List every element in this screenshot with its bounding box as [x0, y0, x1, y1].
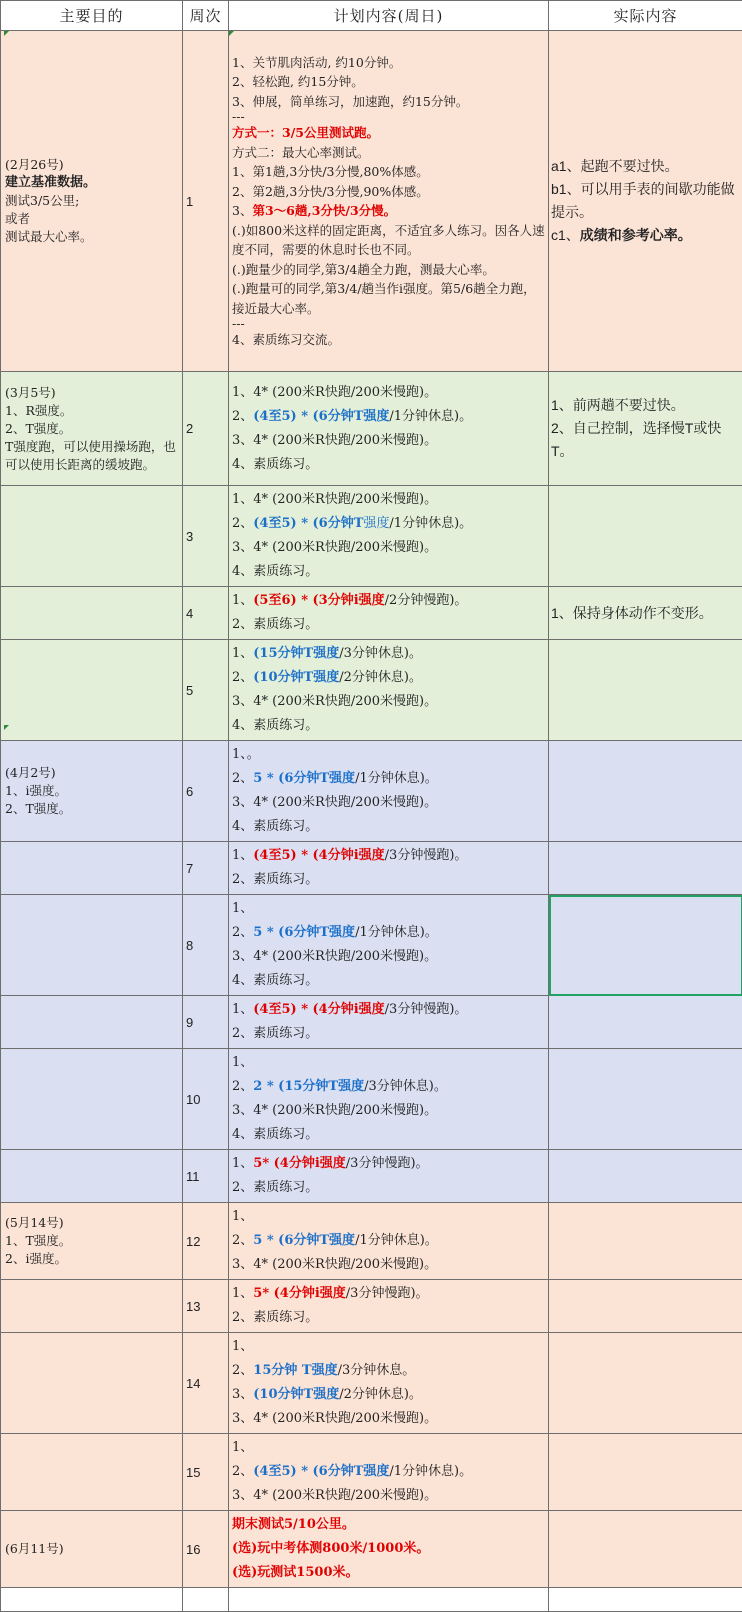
- actual-cell[interactable]: [549, 1333, 742, 1434]
- plain-text: 2、素质练习。: [232, 1310, 318, 1325]
- plan-line: [232, 512, 545, 536]
- plain-text: /1分钟休息)。: [355, 925, 438, 940]
- plain-text: /3分钟休息)。: [339, 646, 422, 661]
- plan-line: [232, 1561, 545, 1585]
- actual-line: [551, 417, 740, 463]
- actual-cell[interactable]: [549, 1049, 742, 1150]
- plan-line: [232, 1537, 545, 1561]
- blue-emphasis-text: (4至5) * (6分钟T强度: [253, 409, 389, 424]
- actual-cell[interactable]: [549, 1280, 742, 1333]
- plain-text: b1、可以用手表的间歇功能做提示。: [551, 181, 735, 220]
- week-cell[interactable]: 13: [183, 1280, 229, 1333]
- actual-line: [551, 224, 740, 247]
- plan-line: [232, 182, 545, 202]
- plan-cell[interactable]: [229, 1511, 549, 1588]
- plan-line: [232, 666, 545, 690]
- goal-line: 1、T强度。: [5, 1232, 178, 1250]
- plan-cell[interactable]: [229, 1588, 549, 1612]
- table-row: [1, 1434, 742, 1511]
- comment-indicator-icon: [4, 31, 9, 36]
- plan-line: [232, 1229, 545, 1253]
- actual-cell[interactable]: [549, 486, 742, 587]
- goal-cell[interactable]: [1, 587, 183, 640]
- plan-line: [232, 560, 545, 584]
- plan-cell[interactable]: [229, 1203, 549, 1280]
- red-emphasis-text: 5* (4分钟i强度: [253, 1286, 346, 1301]
- plain-text: 4、素质练习。: [232, 973, 318, 988]
- plain-text: 1、: [232, 646, 253, 661]
- plain-text: ---: [232, 316, 245, 331]
- plain-text: 1、: [232, 1209, 253, 1224]
- plan-line: [232, 897, 545, 921]
- plain-text: ---: [232, 109, 245, 124]
- plan-line: [232, 123, 545, 143]
- plain-text: /2分钟休息)。: [339, 670, 422, 685]
- actual-cell[interactable]: [549, 640, 742, 741]
- plain-text: (.)跑量少的同学,第3/4趟全力跑，测最大心率。: [232, 262, 495, 277]
- plain-text: /3分钟慢跑)。: [346, 1286, 429, 1301]
- plain-text: 3、4* (200米R快跑/200米慢跑)。: [232, 1411, 437, 1426]
- goal-cell[interactable]: [1, 1049, 183, 1150]
- plain-text: 4、素质练习。: [232, 564, 318, 579]
- plan-line: [232, 429, 545, 453]
- blue-emphasis-text: (4至5) * (6分钟T: [253, 516, 363, 531]
- week-cell[interactable]: 16: [183, 1511, 229, 1588]
- plain-text: 1、: [232, 848, 253, 863]
- plain-text: 3、: [232, 203, 252, 218]
- red-emphasis-text: 期末测试5/10公里。: [232, 1517, 355, 1532]
- plan-line: [232, 162, 545, 182]
- plain-text: 4、素质练习。: [232, 819, 318, 834]
- plan-line: [232, 279, 545, 318]
- goal-line: T强度跑，可以使用操场跑，也可以使用长距离的缓坡跑。: [5, 438, 178, 474]
- comment-indicator-icon: [4, 725, 9, 730]
- plan-cell[interactable]: [229, 895, 549, 996]
- table-row: [1, 1150, 742, 1203]
- plan-cell[interactable]: [229, 1434, 549, 1511]
- plain-text: 2、自己控制，选择慢T或快T。: [551, 420, 721, 459]
- plan-line: [232, 767, 545, 791]
- plan-line: [232, 1075, 545, 1099]
- plan-line: [232, 921, 545, 945]
- comment-indicator-icon: [229, 31, 234, 36]
- goal-line: (5月14号): [5, 1214, 178, 1232]
- actual-cell[interactable]: [549, 996, 742, 1049]
- goal-cell[interactable]: [1, 996, 183, 1049]
- plan-line: [232, 201, 545, 221]
- plain-text: 1、保持身体动作不变形。: [551, 605, 713, 621]
- table-row: [1, 895, 742, 996]
- plan-line: [232, 1099, 545, 1123]
- goal-cell[interactable]: [1, 1434, 183, 1511]
- plain-text: 2、: [232, 1079, 253, 1094]
- actual-cell[interactable]: [549, 1588, 742, 1612]
- plain-text: 2、: [232, 1464, 253, 1479]
- plain-text: 3、4* (200米R快跑/200米慢跑)。: [232, 433, 437, 448]
- goal-cell[interactable]: [1, 1588, 183, 1612]
- table-row: [1, 1280, 742, 1333]
- week-cell[interactable]: 6: [183, 741, 229, 842]
- plan-line: [232, 1407, 545, 1431]
- header-plan[interactable]: 计划内容(周日): [229, 1, 549, 31]
- table-row: [1, 842, 742, 895]
- plan-line: [232, 815, 545, 839]
- actual-cell[interactable]: [549, 587, 742, 640]
- actual-cell[interactable]: [549, 31, 742, 372]
- goal-line: 1、i强度。: [5, 782, 178, 800]
- plan-line: [232, 1176, 545, 1200]
- plain-text: 1、: [232, 1440, 253, 1455]
- plain-text: 1、前两趟不要过快。: [551, 397, 685, 413]
- plain-text: 2、素质练习。: [232, 1026, 318, 1041]
- plain-text: /3分钟休息。: [338, 1363, 416, 1378]
- plain-text: 2、: [232, 409, 253, 424]
- header-actual[interactable]: 实际内容: [549, 1, 742, 31]
- plain-text: 3、4* (200米R快跑/200米慢跑)。: [232, 1103, 437, 1118]
- actual-cell[interactable]: [549, 1434, 742, 1511]
- table-row: [1, 1511, 742, 1588]
- plain-text: 3、4* (200米R快跑/200米慢跑)。: [232, 1488, 437, 1503]
- table-row: [1, 31, 742, 372]
- plain-text: 1、4* (200米R快跑/200米慢跑)。: [232, 492, 437, 507]
- header-week[interactable]: 周次: [183, 1, 229, 31]
- week-cell[interactable]: 4: [183, 587, 229, 640]
- goal-line: 测试最大心率。: [5, 228, 178, 246]
- red-emphasis-text: (4至5) * (4分钟i强度: [253, 1002, 384, 1017]
- plan-line: [232, 1152, 545, 1176]
- week-cell[interactable]: 12: [183, 1203, 229, 1280]
- red-emphasis-text: 第3～6趟,3分快/3分慢。: [252, 203, 396, 218]
- actual-cell[interactable]: [549, 741, 742, 842]
- plan-line: [232, 998, 545, 1022]
- goal-cell[interactable]: [1, 1150, 183, 1203]
- week-cell[interactable]: 7: [183, 842, 229, 895]
- goal-cell[interactable]: [1, 372, 183, 486]
- plan-line: [232, 690, 545, 714]
- plan-cell[interactable]: [229, 996, 549, 1049]
- plain-text: c1、: [551, 227, 580, 243]
- week-cell[interactable]: 14: [183, 1333, 229, 1434]
- plan-line: [232, 1306, 545, 1330]
- table-row: [1, 486, 742, 587]
- plain-text: 1、: [232, 1339, 253, 1354]
- blue-text: 强度: [363, 516, 389, 531]
- goal-cell[interactable]: [1, 486, 183, 587]
- goal-cell[interactable]: [1, 31, 183, 372]
- plain-text: /2分钟慢跑)。: [385, 593, 468, 608]
- plain-text: 3、4* (200米R快跑/200米慢跑)。: [232, 694, 437, 709]
- week-cell[interactable]: 5: [183, 640, 229, 741]
- plain-text: 2、素质练习。: [232, 872, 318, 887]
- plan-line: [232, 318, 545, 330]
- goal-line: 或者: [5, 210, 178, 228]
- bold-text: 成绩和参考心率。: [580, 227, 692, 243]
- plain-text: (.)跑量可的同学,第3/4/趟当作i强度。第5/6趟全力跑，接近最大心率。: [232, 281, 536, 316]
- plan-line: [232, 1460, 545, 1484]
- actual-cell[interactable]: [549, 1203, 742, 1280]
- plan-line: [232, 969, 545, 993]
- table-row: [1, 640, 742, 741]
- plan-line: [232, 1253, 545, 1277]
- week-cell[interactable]: 11: [183, 1150, 229, 1203]
- plain-text: 1、: [232, 593, 253, 608]
- plain-text: 4、素质练习。: [232, 1127, 318, 1142]
- plan-line: [232, 844, 545, 868]
- blue-emphasis-text: (10分钟T强度: [253, 1387, 339, 1402]
- table-row: [1, 372, 742, 486]
- plain-text: 1、: [232, 1055, 253, 1070]
- plain-text: 4、素质练习。: [232, 718, 318, 733]
- plain-text: 3、4* (200米R快跑/200米慢跑)。: [232, 795, 437, 810]
- goal-cell[interactable]: [1, 1511, 183, 1588]
- plain-text: 2、轻松跑, 约15分钟。: [232, 74, 364, 89]
- goal-line: 建立基准数据。: [5, 174, 178, 192]
- plain-text: /1分钟休息)。: [355, 1233, 438, 1248]
- plan-line: [232, 1484, 545, 1508]
- table-row: [1, 1588, 742, 1612]
- blue-emphasis-text: 5 * (6分钟T强度: [253, 925, 355, 940]
- plain-text: /3分钟慢跑)。: [385, 848, 468, 863]
- plain-text: 1、关节肌肉活动, 约10分钟。: [232, 55, 401, 70]
- plan-line: [232, 53, 545, 73]
- actual-line: [551, 155, 740, 178]
- plan-cell[interactable]: [229, 587, 549, 640]
- plain-text: 3、4* (200米R快跑/200米慢跑)。: [232, 1257, 437, 1272]
- plain-text: /3分钟慢跑)。: [346, 1156, 429, 1171]
- plan-line: [232, 868, 545, 892]
- plain-text: 方式二：最大心率测试。: [232, 145, 370, 160]
- table-body: [1, 31, 742, 1612]
- actual-cell[interactable]: [549, 1150, 742, 1203]
- actual-cell[interactable]: [549, 842, 742, 895]
- plan-cell[interactable]: [229, 842, 549, 895]
- header-row: [1, 1, 742, 31]
- plain-text: 1、: [232, 1002, 253, 1017]
- plan-line: [232, 330, 545, 350]
- plain-text: 3、伸展，简单练习，加速跑，约15分钟。: [232, 94, 468, 109]
- plain-text: /1分钟休息)。: [389, 516, 472, 531]
- red-emphasis-text: 5* (4分钟i强度: [253, 1156, 346, 1171]
- red-emphasis-text: (选)玩中考体测800米/1000米。: [232, 1541, 429, 1556]
- goal-cell[interactable]: [1, 640, 183, 741]
- plan-line: [232, 1051, 545, 1075]
- plan-line: [232, 1282, 545, 1306]
- goal-line: (4月2号): [5, 764, 178, 782]
- plan-line: [232, 1335, 545, 1359]
- goal-line: (3月5号): [5, 384, 178, 402]
- plain-text: 3、: [232, 1387, 253, 1402]
- week-cell[interactable]: 10: [183, 1049, 229, 1150]
- blue-emphasis-text: 5 * (6分钟T强度: [253, 771, 355, 786]
- plain-text: 2、: [232, 925, 253, 940]
- blue-emphasis-text: 2 * (15分钟T强度: [253, 1079, 364, 1094]
- goal-line: 2、T强度。: [5, 800, 178, 818]
- plain-text: 2、: [232, 1233, 253, 1248]
- plan-line: [232, 589, 545, 613]
- plan-cell[interactable]: [229, 372, 549, 486]
- table-row: [1, 1203, 742, 1280]
- plan-line: [232, 143, 545, 163]
- plan-line: [232, 405, 545, 429]
- plan-cell[interactable]: [229, 640, 549, 741]
- goal-cell[interactable]: [1, 842, 183, 895]
- plain-text: 1、: [232, 901, 253, 916]
- plain-text: 2、: [232, 771, 253, 786]
- plain-text: 2、: [232, 1363, 253, 1378]
- plain-text: 2、: [232, 516, 253, 531]
- table-row: [1, 1049, 742, 1150]
- goal-cell[interactable]: [1, 1203, 183, 1280]
- plain-text: 2、素质练习。: [232, 617, 318, 632]
- plan-line: [232, 260, 545, 280]
- blue-emphasis-text: (10分钟T强度: [253, 670, 339, 685]
- goal-cell[interactable]: [1, 1333, 183, 1434]
- plan-line: [232, 613, 545, 637]
- goal-line: (2月26号): [5, 156, 178, 174]
- plain-text: /2分钟休息)。: [339, 1387, 422, 1402]
- table-row: [1, 741, 742, 842]
- plan-line: [232, 642, 545, 666]
- goal-line: (6月11号): [5, 1540, 178, 1558]
- table-row: [1, 587, 742, 640]
- red-emphasis-text: 方式一：3/5公里测试跑。: [232, 125, 379, 140]
- blue-emphasis-text: (15分钟T强度: [253, 646, 339, 661]
- plain-text: 3、4* (200米R快跑/200米慢跑)。: [232, 540, 437, 555]
- plain-text: 2、第2趟,3分快/3分慢,90%体感。: [232, 184, 429, 199]
- table-row: [1, 1333, 742, 1434]
- blue-emphasis-text: (4至5) * (6分钟T强度: [253, 1464, 389, 1479]
- goal-cell[interactable]: [1, 741, 183, 842]
- plan-line: [232, 743, 545, 767]
- plan-cell[interactable]: [229, 1150, 549, 1203]
- actual-line: [551, 394, 740, 417]
- actual-cell-selected[interactable]: [549, 895, 742, 996]
- plain-text: 1、4* (200米R快跑/200米慢跑)。: [232, 385, 437, 400]
- plain-text: 1、。: [232, 747, 260, 762]
- plan-cell[interactable]: [229, 741, 549, 842]
- plan-line: [232, 1359, 545, 1383]
- red-emphasis-text: (选)玩测试1500米。: [232, 1565, 358, 1580]
- blue-emphasis-text: 5 * (6分钟T强度: [253, 1233, 355, 1248]
- plain-text: /1分钟休息)。: [389, 1464, 472, 1479]
- plan-line: [232, 111, 545, 123]
- actual-cell[interactable]: [549, 1511, 742, 1588]
- plan-line: [232, 488, 545, 512]
- week-cell[interactable]: 15: [183, 1434, 229, 1511]
- week-cell[interactable]: 9: [183, 996, 229, 1049]
- plain-text: 3、4* (200米R快跑/200米慢跑)。: [232, 949, 437, 964]
- actual-line: [551, 178, 740, 224]
- plan-line: [232, 92, 545, 112]
- red-emphasis-text: (5至6) * (3分钟i强度: [253, 593, 384, 608]
- plain-text: a1、起跑不要过快。: [551, 158, 679, 174]
- plain-text: /3分钟慢跑)。: [385, 1002, 468, 1017]
- week-cell[interactable]: 3: [183, 486, 229, 587]
- week-cell[interactable]: [183, 1588, 229, 1612]
- plain-text: 1、: [232, 1286, 253, 1301]
- plain-text: 1、: [232, 1156, 253, 1171]
- plan-line: [232, 536, 545, 560]
- plan-line: [232, 221, 545, 260]
- plan-cell[interactable]: [229, 31, 549, 372]
- plain-text: /3分钟休息)。: [364, 1079, 447, 1094]
- plain-text: /1分钟休息)。: [389, 409, 472, 424]
- goal-line: 1、R强度。: [5, 402, 178, 420]
- plan-line: [232, 381, 545, 405]
- goal-line: 测试3/5公里;: [5, 192, 178, 210]
- actual-line: [551, 602, 740, 625]
- goal-line: 2、T强度。: [5, 420, 178, 438]
- plan-cell[interactable]: [229, 1333, 549, 1434]
- week-cell[interactable]: 1: [183, 31, 229, 372]
- goal-cell[interactable]: [1, 1280, 183, 1333]
- week-cell[interactable]: 2: [183, 372, 229, 486]
- plan-line: [232, 791, 545, 815]
- plain-text: 4、素质练习。: [232, 457, 318, 472]
- plan-line: [232, 945, 545, 969]
- plan-line: [232, 1513, 545, 1537]
- plain-text: /1分钟休息)。: [355, 771, 438, 786]
- plan-line: [232, 1205, 545, 1229]
- plan-line: [232, 453, 545, 477]
- table-row: [1, 996, 742, 1049]
- plan-line: [232, 714, 545, 738]
- plan-cell[interactable]: [229, 1049, 549, 1150]
- red-emphasis-text: (4至5) * (4分钟i强度: [253, 848, 384, 863]
- goal-cell[interactable]: [1, 895, 183, 996]
- plan-line: [232, 1436, 545, 1460]
- plan-cell[interactable]: [229, 486, 549, 587]
- plan-line: [232, 72, 545, 92]
- header-goal[interactable]: 主要目的: [1, 1, 183, 31]
- plan-cell[interactable]: [229, 1280, 549, 1333]
- plain-text: 1、第1趟,3分快/3分慢,80%体感。: [232, 164, 429, 179]
- plain-text: 2、素质练习。: [232, 1180, 318, 1195]
- plain-text: (.)如800米这样的固定距离，不适宜多人练习。因各人速度不同，需要的休息时长也不同。: [232, 223, 545, 258]
- week-cell[interactable]: 8: [183, 895, 229, 996]
- plain-text: 2、: [232, 670, 253, 685]
- actual-cell[interactable]: [549, 372, 742, 486]
- blue-emphasis-text: 15分钟 T强度: [253, 1363, 337, 1378]
- goal-line: 2、i强度。: [5, 1250, 178, 1268]
- plan-line: [232, 1022, 545, 1046]
- plan-line: [232, 1123, 545, 1147]
- plain-text: 4、素质练习交流。: [232, 332, 340, 347]
- plan-line: [232, 1383, 545, 1407]
